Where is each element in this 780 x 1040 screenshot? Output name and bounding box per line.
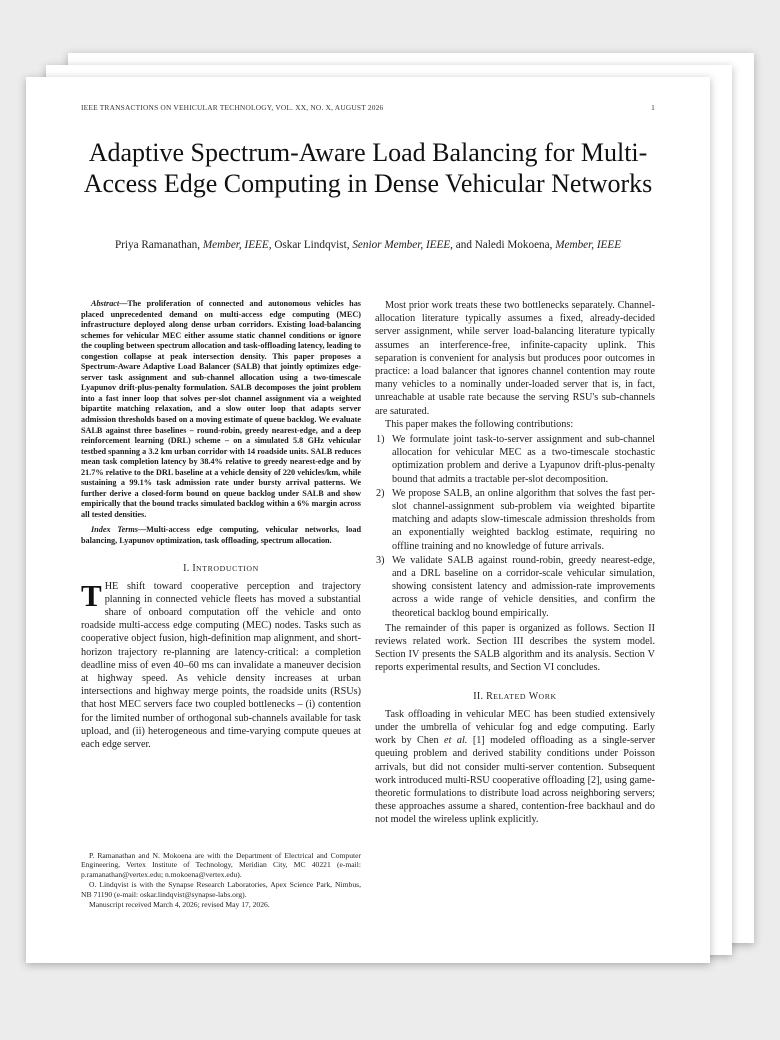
author-3-name: and Naledi Mokoena, [455,239,553,251]
left-column [81,299,361,751]
author-3-role: Member, IEEE [555,239,622,251]
author-1-name: Priya Ramanathan, [114,239,201,251]
list-item: 1) We formulate joint task-to-server assignment and sub-channel allocation for vehicular MEC as a two-timescale stochastic optimization problem and derive a Lyapunov drift-plus-penalty bound that admits a tractable per-slot decomposition. [376,434,655,485]
author-1-role: Member, IEEE, [202,239,272,251]
body-paragraph: The remainder of this paper is organized as follows. Section II reviews related work. Section III describes the system model. Section IV presents the SALB algorithm and its analysis. Section V reports experimental results, and Section VI concludes. [375,622,655,674]
paper-page [26,77,710,963]
contributions-list [375,433,655,620]
author-2-name: Oskar Lindqvist, [274,239,350,251]
drop-cap: T [81,577,102,613]
affiliation-footnotes [81,851,361,910]
list-item: 2) We propose SALB, an online algorithm that solves the fast per-slot channel-assignment sub-problem via weighted bipartite matching and adapts slow-timescale admission thresholds from an exponentially weighted backlog estimate, requiring no offline training and no knowledge of future arrivals. [376,487,655,552]
journal-name: IEEE TRANSACTIONS ON VEHICULAR TECHNOLOGY, VOL. XX, NO. X, AUGUST 2026 [81,103,384,112]
body-paragraph: Most prior work treats these two bottlenecks separately. Channel-allocation literature typically assumes a fixed, already-decided server assignment, while server load-balancing literature typically assumes an interference-free, infinite-capacity uplink. This separation is convenient for analysis but produces poor outcomes in practice: a load balancer that ignores channel contention may route many vehicles to a nominally under-loaded server that is, in fact, unreachable at usable rate because the serving RSU's sub-channels are saturated. [375,300,655,417]
section-heading-introduction: I. INTRODUCTION [183,562,259,574]
paper-title: Adaptive Spectrum-Aware Load Balancing for Multi-Access Edge Computing in Dense Vehicular Networks [83,138,653,198]
intro-paragraph: THE shift toward cooperative perception and trajectory planning in connected vehicle fleets has moved a substantial share of onboard computation off the vehicle and onto roadside multi-access edge computing (MEC) nodes. Tasks such as cooperative object fusion, high-definition map alignment, and short-horizon trajectory re-planning are latency-critical: a completion deadline miss of even 40–60 ms can invalidate a maneuver decision at highway speed. As vehicle density increases at urban intersections and highway merge points, the roadside units (RSUs) that host MEC servers face two coupled bottlenecks – (i) contention for the limited number of orthogonal sub-channels available for task upload, and (ii) heterogeneous and time-varying compute queues at each edge server. [81,577,361,751]
index-terms [81,525,361,546]
running-header [81,103,655,112]
right-column [375,299,655,827]
list-item: 3) We validate SALB against round-robin, greedy nearest-edge, and a DRL baseline on a corridor-scale vehicular simulation, showing consistent latency and admission-rate improvements across a wide range of vehicle densities, and confirm the theoretical backlog bound empirically. [376,554,655,619]
footnote: Manuscript received March 4, 2026; revised May 17, 2026. [89,900,270,910]
footnote: O. Lindqvist is with the Synapse Research Laboratories, Apex Science Park, Nimbus, NB 71190 (e-mail: oskar.lindqvist@synapse-labs.org). [81,880,361,899]
page-number: 1 [651,103,655,112]
abstract-label: Abstract [91,299,120,308]
index-terms-label: Index Terms [91,525,138,535]
body-paragraph: This paper makes the following contributions: [385,418,574,430]
abstract [81,299,361,520]
author-line [66,239,670,251]
index-terms-text: —Multi-access edge computing, vehicular networks, load balancing, Lyapunov optimization, task offloading, spectrum allocation. [81,525,362,546]
author-2-role: Senior Member, IEEE, [352,239,453,251]
abstract-text: —The proliferation of connected and autonomous vehicles has placed unprecedented demand on multi-access edge computing (MEC) infrastructure deployed along dense urban corridors. Existing load-balancing schemes for vehicular MEC either assume static channel conditions or ignore the coupling between spectrum allocation and task-offloading latency, leading to congestion collapse at peak intersection density. This paper proposes a Spectrum-Aware Adaptive Load Balancer (SALB) that jointly optimizes edge-server task assignment and sub-channel allocation using a two-timescale Lyapunov drift-plus-penalty formulation. SALB decomposes the joint problem into a fast inner loop that solves per-slot channel assignment via a weighted bipartite matching relaxation, and a slow outer loop that adapts server admission thresholds based on a moving estimate of queue backlog. We evaluate SALB against three baselines – round-robin, greedy nearest-edge, and a deep reinforcement learning (DRL) scheme – on a simulated 5.8 GHz vehicular testbed spanning a 3.2 km urban corridor with 14 roadside units. SALB reduces mean task completion latency by 38.4% relative to greedy nearest-edge and by 21.7% relative to the DRL baseline at a vehicle density of 220 vehicles/km, while sustaining a 99.1% task admission rate under bursty arrival patterns. We further derive a closed-form bound on queue backlog under SALB and show empirically that the bound tracks simulated backlog within a 6% margin across all tested densities. [81,299,361,519]
body-paragraph: Task offloading in vehicular MEC has been studied extensively under the umbrella of vehicular fog and edge computing. Early work by Chen et al. [1] modeled offloading as a single-server queuing problem and derived stability conditions under Poisson arrivals, but did not consider multi-server contention. Subsequent work introduced multi-RSU cooperative offloading [2], using game-theoretic formulations to distribute load across neighboring servers; these approaches assume a shared, contention-free backhaul and do not model the wireless uplink explicitly. [375,708,655,826]
section-heading-related-work: II. RELATED WORK [473,690,557,702]
footnote: P. Ramanathan and N. Mokoena are with the Department of Electrical and Computer Engineering, Vertex Institute of Technology, Meridian City, MC 40221 (e-mail: p.ramanathan@vertex.edu; n.mokoena@vertex.edu). [81,851,361,879]
